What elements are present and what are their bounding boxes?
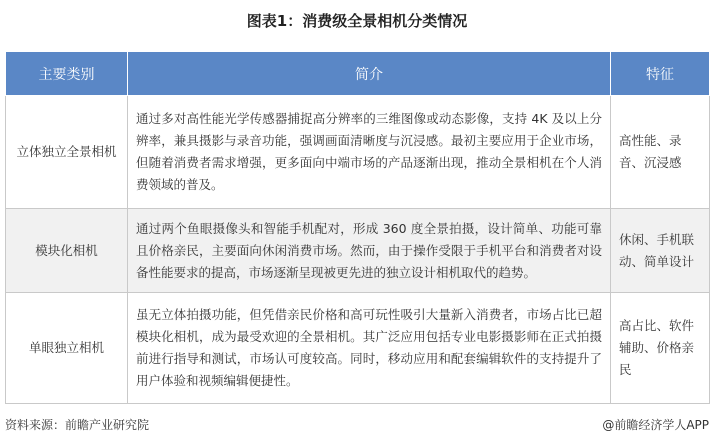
table-row <box>6 293 710 404</box>
page-title: 图表1：消费级全景相机分类情况 <box>246 12 468 30</box>
source-note: 资料来源：前瞻产业研究院 <box>5 418 150 432</box>
features-cell: 高占比、软件辅助、价格亲民 <box>611 293 710 404</box>
header-category: 主要类别 <box>6 52 128 96</box>
classification-table <box>5 51 710 404</box>
features-cell: 高性能、录音、沉浸感 <box>611 96 710 209</box>
features-cell: 休闲、手机联动、简单设计 <box>611 209 710 293</box>
header-description: 简介 <box>128 52 611 96</box>
description-cell: 通过两个鱼眼摄像头和智能手机配对，形成 360 度全景拍摄，设计简单、功能可靠且价格亲民，主要面向休闲消费市场。然而，由于操作受限于手机平台和消费者对设备性能要求的提高，市场逐渐呈现被更先进的独立设计相机取代的趋势。 <box>128 209 611 293</box>
description-cell: 通过多对高性能光学传感器捕捉高分辨率的三维图像或动态影像，支持 4K 及以上分辨率，兼具摄影与录音功能，强调画面清晰度与沉浸感。最初主要应用于企业市场，但随着消费者需求增强，更多面向中端市场的产品逐渐出现，推动全景相机在个人消费领域的普及。 <box>128 96 611 209</box>
category-cell: 单眼独立相机 <box>6 293 128 404</box>
category-cell: 立体独立全景相机 <box>6 96 128 209</box>
header-features: 特征 <box>611 52 710 96</box>
table-row <box>6 96 710 209</box>
brand-credit <box>602 416 709 433</box>
brand-text: @前瞻经济学人APP <box>602 418 709 432</box>
table-row <box>6 209 710 293</box>
category-cell: 模块化相机 <box>6 209 128 293</box>
description-cell: 虽无立体拍摄功能，但凭借亲民价格和高可玩性吸引大量新入消费者，市场占比已超模块化相机，成为最受欢迎的全景相机。其广泛应用包括专业电影摄影师在正式拍摄前进行指导和测试，市场认可度较高。同时，移动应用和配套编辑软件的支持提升了用户体验和视频编辑便捷性。 <box>128 293 611 404</box>
table-header-row <box>6 52 710 96</box>
